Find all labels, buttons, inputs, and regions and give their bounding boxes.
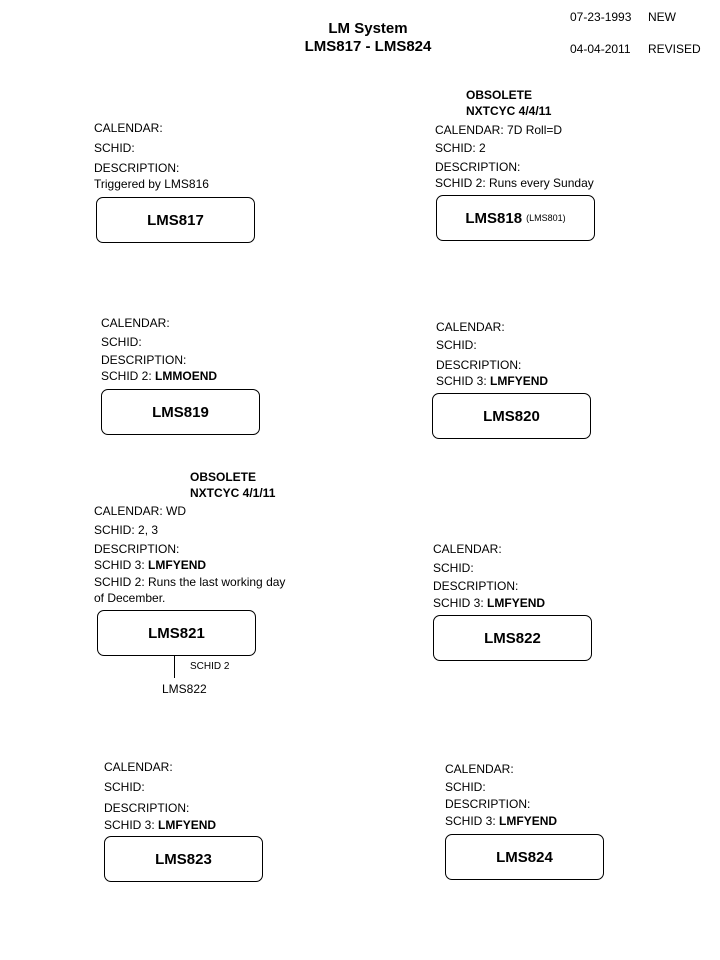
lms822-desc-value: LMFYEND — [487, 596, 546, 610]
lms824-desc-prefix: SCHID 3: — [445, 814, 496, 828]
lms819-desc-value: LMMOEND — [155, 369, 218, 383]
lms821-description-label: DESCRIPTION: — [94, 542, 180, 556]
lms819-description — [101, 369, 217, 383]
lms817-description: Triggered by LMS816 — [94, 177, 209, 191]
lms820-job-box[interactable] — [432, 393, 591, 439]
lms818-job-name: LMS818 — [465, 209, 523, 227]
lms821-job-name: LMS821 — [148, 624, 205, 642]
lms824-schid-label: SCHID: — [445, 780, 486, 794]
lms824-job-name: LMS824 — [496, 848, 553, 866]
lms824-description-label: DESCRIPTION: — [445, 797, 531, 811]
lms821-successor-job[interactable]: LMS822 — [162, 682, 207, 696]
date-new: 07-23-1993 — [570, 10, 632, 24]
lms822-job-box[interactable] — [433, 615, 592, 661]
lms822-description — [433, 596, 545, 610]
lms821-desc-prefix: SCHID 3: — [94, 558, 145, 572]
lms818-obsolete-label: OBSOLETE — [466, 88, 533, 102]
lms822-desc-prefix: SCHID 3: — [433, 596, 484, 610]
lms823-job-box[interactable] — [104, 836, 263, 882]
lms818-calendar — [435, 123, 562, 137]
lms819-job-name: LMS819 — [152, 403, 209, 421]
lms823-calendar-label: CALENDAR: — [104, 760, 173, 774]
lms818-description: SCHID 2: Runs every Sunday — [435, 176, 594, 190]
lms823-description-label: DESCRIPTION: — [104, 801, 190, 815]
label-revised: REVISED — [648, 42, 701, 56]
lms821-schid — [94, 523, 158, 537]
lms821-description-line1 — [94, 558, 206, 572]
lms819-description-label: DESCRIPTION: — [101, 353, 187, 367]
lms822-description-label: DESCRIPTION: — [433, 579, 519, 593]
lms822-job-name: LMS822 — [484, 629, 541, 647]
title-line-2: LMS817 - LMS824 — [304, 38, 432, 55]
lms820-schid-label: SCHID: — [436, 338, 477, 352]
lms821-calendar-label: CALENDAR: — [94, 504, 163, 518]
lms817-job-box[interactable] — [96, 197, 255, 243]
lms818-calendar-label: CALENDAR: — [435, 123, 504, 137]
lms817-schid-label: SCHID: — [94, 141, 135, 155]
lms818-alias: (LMS801) — [526, 213, 566, 223]
date-revised: 04-04-2011 — [570, 42, 631, 56]
lms818-description-label: DESCRIPTION: — [435, 160, 521, 174]
lms820-description-label: DESCRIPTION: — [436, 358, 522, 372]
label-new: NEW — [648, 10, 676, 24]
lms823-description — [104, 818, 216, 832]
lms817-calendar-label: CALENDAR: — [94, 121, 163, 135]
lms817-description-label: DESCRIPTION: — [94, 161, 180, 175]
lms821-obsolete-label: OBSOLETE — [190, 470, 257, 484]
lms818-schid-value: 2 — [479, 141, 486, 155]
lms821-desc-value: LMFYEND — [148, 558, 207, 572]
lms818-schid-label: SCHID: — [435, 141, 476, 155]
lms821-calendar — [94, 504, 186, 518]
lms824-desc-value: LMFYEND — [499, 814, 558, 828]
lms822-schid-label: SCHID: — [433, 561, 474, 575]
lms821-schid-value: 2, 3 — [138, 523, 159, 537]
lms818-schid — [435, 141, 486, 155]
lms819-desc-prefix: SCHID 2: — [101, 369, 152, 383]
lms821-description-line2: SCHID 2: Runs the last working day — [94, 575, 286, 589]
lms821-nxtcyc: NXTCYC 4/1/11 — [190, 486, 276, 500]
lms821-calendar-value: WD — [166, 504, 187, 518]
title-line-1: LM System — [328, 20, 408, 37]
lms823-desc-value: LMFYEND — [158, 818, 217, 832]
lms824-description — [445, 814, 557, 828]
lms820-desc-prefix: SCHID 3: — [436, 374, 487, 388]
lms820-desc-value: LMFYEND — [490, 374, 549, 388]
lms822-calendar-label: CALENDAR: — [433, 542, 502, 556]
lms824-job-box[interactable] — [445, 834, 604, 880]
lms819-calendar-label: CALENDAR: — [101, 316, 170, 330]
lms821-successor-schid-label: SCHID 2 — [190, 661, 230, 672]
lms820-calendar-label: CALENDAR: — [436, 320, 505, 334]
lms818-calendar-value: 7D Roll=D — [507, 123, 563, 137]
lms820-description — [436, 374, 548, 388]
lms820-job-name: LMS820 — [483, 407, 540, 425]
lms818-nxtcyc: NXTCYC 4/4/11 — [466, 104, 552, 118]
lms824-calendar-label: CALENDAR: — [445, 762, 514, 776]
lms821-schid-label: SCHID: — [94, 523, 135, 537]
lms823-schid-label: SCHID: — [104, 780, 145, 794]
lms819-job-box[interactable] — [101, 389, 260, 435]
lms819-schid-label: SCHID: — [101, 335, 142, 349]
lms818-job-box[interactable] — [436, 195, 595, 241]
lms821-description-line3: of December. — [94, 591, 166, 605]
lms817-job-name: LMS817 — [147, 211, 204, 229]
lms823-desc-prefix: SCHID 3: — [104, 818, 155, 832]
lms821-successor-connector — [174, 656, 175, 678]
lms823-job-name: LMS823 — [155, 850, 212, 868]
lms821-job-box[interactable] — [97, 610, 256, 656]
